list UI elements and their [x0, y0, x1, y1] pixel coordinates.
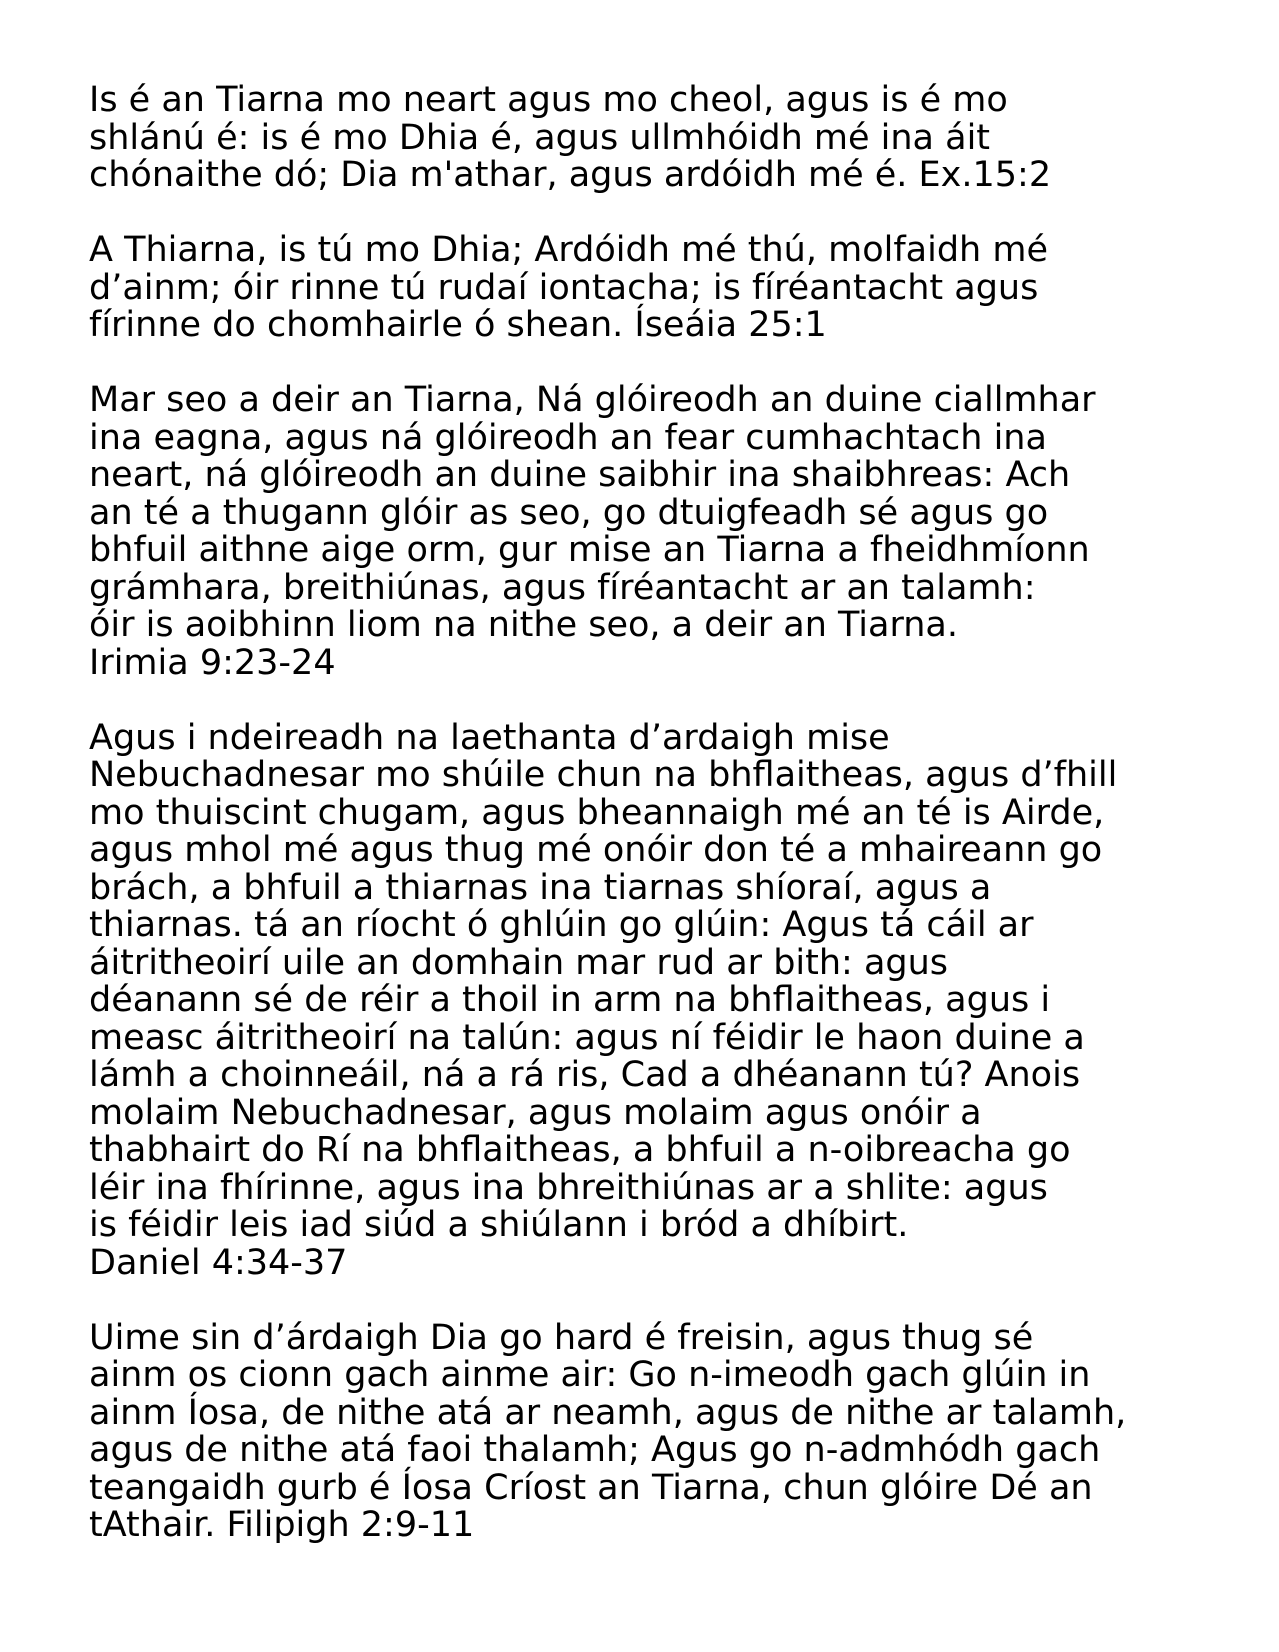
passage-filipigh	[89, 1317, 1229, 1545]
text-line: Agus i ndeireadh na laethanta d’ardaigh mise	[89, 717, 890, 758]
text-line: ainm Íosa, de nithe atá ar neamh, agus de nithe ar talamh,	[89, 1392, 1127, 1433]
text-line: ainm os cionn gach ainme air: Go n-imeodh gach glúin in	[89, 1355, 1091, 1395]
passage-irimia	[89, 382, 1229, 682]
text-line: neart, ná glóireodh an duine saibhir ina shaibhreas: Ach	[89, 455, 1071, 495]
text-line: ina eagna, agus ná glóireodh an fear cumhachtach ina	[89, 417, 1047, 458]
text-line: léir ina fhírinne, agus ina bhreithiúnas ar a shlite: agus	[89, 1167, 1048, 1208]
text-line: fírinne do chomhairle ó shean. Íseáia 25:1	[89, 305, 827, 345]
text-line: molaim Nebuchadnesar, agus molaim agus onóir a	[89, 1092, 982, 1133]
text-line: déanann sé de réir a thoil in arm na bhflaitheas, agus i	[89, 980, 1051, 1020]
text-line: measc áitritheoirí na talún: agus ní féidir le haon duine a	[89, 1017, 1085, 1058]
text-line: grámhara, breithiúnas, agus fíréantacht ar an talamh:	[89, 567, 1036, 608]
document-page	[89, 82, 1229, 1545]
text-line: chónaithe dó; Dia m'athar, agus ardóidh mé é. Ex.15:2	[89, 155, 1052, 195]
text-line: áitritheoirí uile an domhain mar rud ar bith: agus	[89, 942, 949, 983]
text-line: shlánú é: is é mo Dhia é, agus ullmhóidh mé ina áit	[89, 117, 991, 158]
text-line: mo thuiscint chugam, agus bheannaigh mé an té is Airde,	[89, 792, 1105, 833]
text-line: agus mhol mé agus thug mé onóir don té a mhaireann go	[89, 830, 1103, 870]
text-line: tAthair. Filipigh 2:9-11	[89, 1505, 475, 1545]
text-line: thabhairt do Rí na bhflaitheas, a bhfuil a n-oibreacha go	[89, 1130, 1071, 1170]
text-line: óir is aoibhinn liom na nithe seo, a deir an Tiarna.	[89, 605, 959, 645]
text-line: Irimia 9:23-24	[89, 642, 336, 683]
passage-iseaia	[89, 232, 1229, 345]
text-line: thiarnas. tá an ríocht ó ghlúin go glúin: Agus tá cáil ar	[89, 905, 1034, 945]
text-line: Daniel 4:34-37	[89, 1242, 348, 1283]
text-line: teangaidh gurb é Íosa Críost an Tiarna, chun glóire Dé an	[89, 1467, 1093, 1508]
text-line: an té a thugann glóir as seo, go dtuigfeadh sé agus go	[89, 492, 1049, 533]
text-line: d’ainm; óir rinne tú rudaí iontacha; is fíréantacht agus	[89, 267, 1039, 308]
text-line: Is é an Tiarna mo neart agus mo cheol, agus is é mo	[89, 80, 1008, 120]
text-line: A Thiarna, is tú mo Dhia; Ardóidh mé thú, molfaidh mé	[89, 230, 1048, 270]
text-line: is féidir leis iad siúd a shiúlann i bród a dhíbirt.	[89, 1205, 909, 1245]
passage-daniel	[89, 717, 1229, 1283]
text-line: agus de nithe atá faoi thalamh; Agus go n-admhódh gach	[89, 1430, 1101, 1470]
text-line: Nebuchadnesar mo shúile chun na bhflaitheas, agus d’fhill	[89, 755, 1118, 795]
text-line: brách, a bhfuil a thiarnas ina tiarnas shíoraí, agus a	[89, 867, 992, 908]
text-line: lámh a choinneáil, ná a rá ris, Cad a dhéanann tú? Anois	[89, 1055, 1081, 1095]
text-line: Mar seo a deir an Tiarna, Ná glóireodh an duine ciallmhar	[89, 380, 1096, 420]
text-line: bhfuil aithne aige orm, gur mise an Tiarna a fheidhmíonn	[89, 530, 1090, 570]
passage-exodus	[89, 82, 1229, 195]
text-line: Uime sin d’árdaigh Dia go hard é freisin, agus thug sé	[89, 1317, 1034, 1358]
